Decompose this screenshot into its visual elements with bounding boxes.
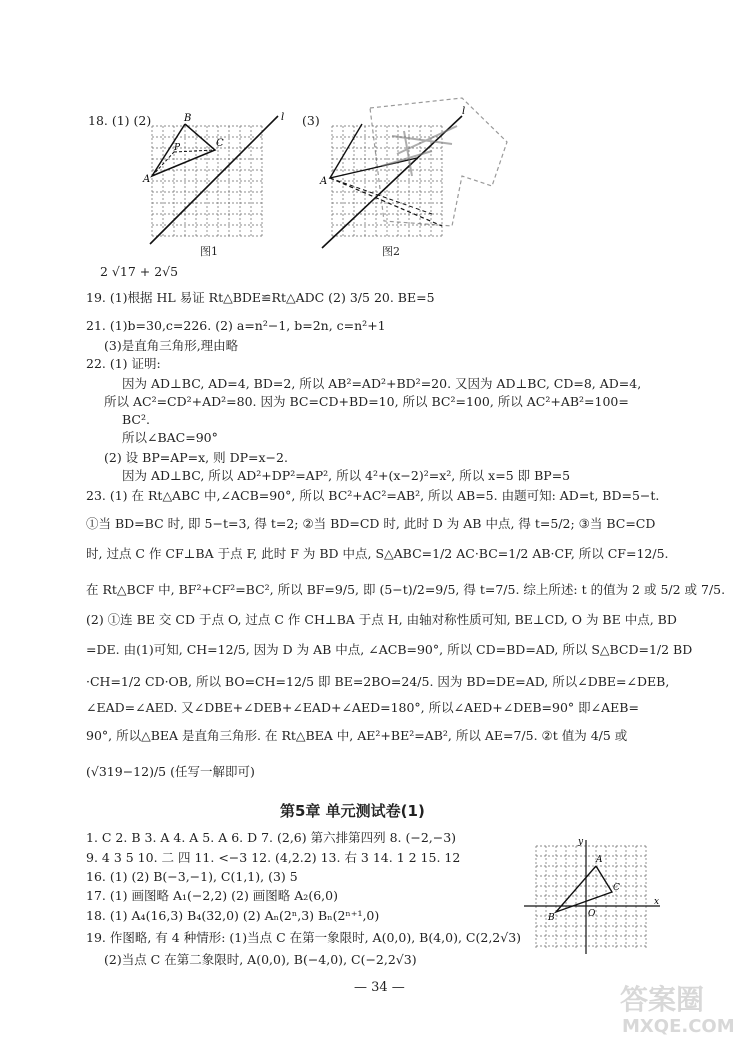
figure-2-grid bbox=[312, 96, 512, 254]
fig1-point-a: A bbox=[143, 174, 151, 185]
q18-answer: 2 √17 + 2√5 bbox=[100, 264, 179, 279]
ch5-line-3: 16. (1) (2) B(−3,−1), C(1,1), (3) 5 bbox=[86, 869, 298, 884]
watermark-logo-text: 答案圈 bbox=[620, 983, 705, 1016]
figure-2-caption: 图2 bbox=[382, 245, 400, 258]
answer-line-22: 22. (1) 证明: bbox=[86, 356, 161, 371]
answer-line-23-d: (2) ①连 BE 交 CD 于点 O, 过点 C 作 CH⊥BA 于点 H, 由轴对称性质可知, BE⊥CD, O 为 BE 中点, BD bbox=[86, 612, 677, 627]
coord-label-y: y bbox=[578, 837, 584, 847]
answer-line-21: 21. (1)b=30,c=226. (2) a=n²−1, b=2n, c=n²+1 bbox=[86, 318, 386, 333]
answer-line-22-2b: 因为 AD⊥BC, 所以 AD²+DP²=AP², 所以 4²+(x−2)²=x², 所以 x=5 即 BP=5 bbox=[122, 468, 571, 483]
answer-line-22-2: (2) 设 BP=AP=x, 则 DP=x−2. bbox=[104, 450, 288, 465]
answer-line-22-b: 所以 AC²=CD²+AD²=80. 因为 BC=CD+BD=10, 所以 BC²=100, 所以 AC²+AB²=100= bbox=[104, 394, 629, 409]
answer-line-23-b: 时, 过点 C 作 CF⊥BA 于点 F, 此时 F 为 BD 中点, S△ABC=1/2 AC·BC=1/2 AB·CF, 所以 CF=12/5. bbox=[86, 546, 669, 561]
fig1-point-p: P bbox=[174, 143, 181, 153]
ch5-line-5: 18. (1) A₄(16,3) B₄(32,0) (2) Aₙ(2ⁿ,3) Bₙ(2ⁿ⁺¹,0) bbox=[86, 908, 380, 923]
watermark-url: MXQE.COM bbox=[622, 1016, 735, 1037]
answer-line-23-c: 在 Rt△BCF 中, BF²+CF²=BC², 所以 BF=9/5, 即 (5−t)/2=9/5, 得 t=7/5. 综上所述: t 的值为 2 或 5/2 或 7/5. bbox=[86, 582, 726, 597]
coord-point-a: A bbox=[596, 855, 603, 865]
answer-line-23-g: ∠EAD=∠AED. 又∠DBE+∠DEB+∠EAD+∠AED=180°, 所以∠AED+∠DEB=90° 即∠AEB= bbox=[86, 700, 639, 715]
answer-line-19-20: 19. (1)根据 HL 易证 Rt△BDE≌Rt△ADC (2) 3/5 20. BE=5 bbox=[86, 290, 435, 305]
coord-point-c: C bbox=[613, 883, 620, 893]
answer-line-23-e: =DE. 由(1)可知, CH=12/5, 因为 D 为 AB 中点, ∠ACB=90°, 所以 CD=BD=AD, 所以 S△BCD=1/2 BD bbox=[86, 642, 693, 657]
ch5-line-1: 1. C 2. B 3. A 4. A 5. A 6. D 7. (2,6) 第六排第四列 8. (−2,−3) bbox=[86, 830, 457, 845]
answer-line-23-h: 90°, 所以△BEA 是直角三角形. 在 Rt△BEA 中, AE²+BE²=AB², 所以 AE=7/5. ②t 值为 4/5 或 bbox=[86, 728, 628, 743]
figure-1-grid bbox=[140, 110, 290, 250]
ch5-line-6: 19. 作图略, 有 4 种情形: (1)当点 C 在第一象限时, A(0,0), B(4,0), C(2,2√3) bbox=[86, 930, 522, 945]
fig2-point-a: A bbox=[320, 176, 328, 187]
answer-line-22-c: BC². bbox=[122, 412, 150, 427]
answer-line-23-i: (√319−12)/5 (任写一解即可) bbox=[86, 764, 255, 779]
ch5-line-2: 9. 4 3 5 10. 二 四 11. <−3 12. (4,2.2) 13. 右 3 14. 1 2 15. 12 bbox=[86, 850, 461, 865]
chapter-title: 第5章 单元测试卷(1) bbox=[280, 802, 425, 820]
answer-line-22-a: 因为 AD⊥BC, AD=4, BD=2, 所以 AB²=AD²+BD²=20. 又因为 AD⊥BC, CD=8, AD=4, bbox=[122, 376, 642, 391]
figure-1-caption: 图1 bbox=[200, 245, 218, 258]
answer-line-23: 23. (1) 在 Rt△ABC 中,∠ACB=90°, 所以 BC²+AC²=AB², 所以 AB=5. 由题可知: AD=t, BD=5−t. bbox=[86, 488, 660, 503]
answer-line-23-f: ·CH=1/2 CD·OB, 所以 BO=CH=12/5 即 BE=2BO=24/5. 因为 BD=DE=AD, 所以∠DBE=∠DEB, bbox=[86, 674, 670, 689]
answer-line-22-d: 所以∠BAC=90° bbox=[122, 430, 218, 445]
fig1-point-c: C bbox=[216, 138, 224, 149]
fig1-point-b: B bbox=[184, 113, 192, 124]
answer-line-21-3: (3)是直角三角形,理由略 bbox=[104, 338, 239, 353]
fig2-line-l: l bbox=[462, 106, 466, 117]
coordinate-grid-figure bbox=[516, 834, 666, 960]
answer-line-23-a: ①当 BD=BC 时, 即 5−t=3, 得 t=2; ②当 BD=CD 时, 此时 D 为 AB 中点, 得 t=5/2; ③当 BC=CD bbox=[86, 516, 656, 531]
page-number: — 34 — bbox=[354, 980, 405, 995]
ch5-line-7: (2)当点 C 在第二象限时, A(0,0), B(−4,0), C(−2,2√3) bbox=[104, 952, 417, 967]
q18-part3-label: (3) bbox=[302, 113, 320, 128]
coord-point-o: O bbox=[588, 909, 596, 919]
coord-label-x: x bbox=[654, 897, 660, 907]
fig1-line-l: l bbox=[281, 112, 285, 123]
q18-label: 18. (1) (2) bbox=[88, 113, 152, 128]
coord-point-b: B bbox=[548, 913, 555, 923]
ch5-line-4: 17. (1) 画图略 A₁(−2,2) (2) 画图略 A₂(6,0) bbox=[86, 888, 338, 903]
